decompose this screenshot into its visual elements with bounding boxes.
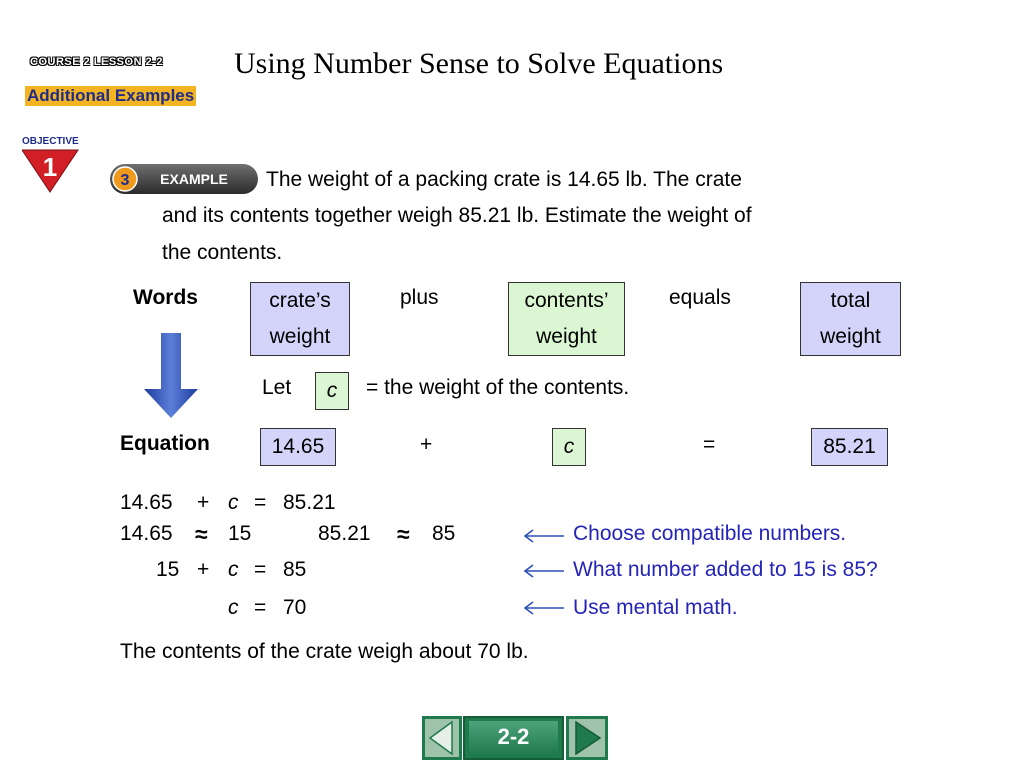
step1-a: 14.65 [120,491,173,514]
let-label: Let [262,376,292,399]
total-weight-box [800,282,901,356]
note-mental-math: Use mental math. [573,596,738,619]
example-label: EXAMPLE [160,171,228,187]
step2-approx-2: ≈ [397,521,410,547]
section-label: Additional Examples [27,86,195,105]
equation-c-box: c [552,428,586,466]
step2-approx-1: ≈ [195,521,208,547]
left-arrow-icon [522,529,566,543]
step2-b: 85.21 [318,522,371,545]
step3-plus: + [197,558,210,581]
course-lesson-label: COURSE 2 LESSON 2-2 [30,56,163,68]
equation-label: Equation [120,432,210,455]
step2-b2: 85 [432,522,456,545]
page-number: 2-2 [469,721,558,755]
step3-b: 85 [283,558,307,581]
example-number: 3 [120,172,130,189]
crate-weight-line-2: weight [269,325,331,348]
equation-crate-box: 14.65 [260,428,336,466]
step4-eq: = [254,596,267,619]
page-title: Using Number Sense to Solve Equations [234,47,724,80]
left-arrow-icon [522,601,566,615]
problem-line-1: The weight of a packing crate is 14.65 lb. The crate [266,168,742,191]
step1-b: 85.21 [283,491,336,514]
page-indicator [463,716,564,760]
objective-number: 1 [42,152,58,182]
contents-weight-line-1: contents’ [524,289,609,312]
total-weight-line-2: weight [820,325,881,348]
equation-equals: = [703,433,716,456]
contents-weight-line-2: weight [536,325,597,348]
step4-b: 70 [283,596,307,619]
note-what-number: What number added to 15 is 85? [573,558,878,581]
step3-eq: = [254,558,267,581]
objective-label: OBJECTIVE [22,136,79,147]
step4-c: c [228,596,239,619]
left-arrow-icon [522,564,566,578]
step2-a: 14.65 [120,522,173,545]
step1-c: c [228,491,239,514]
step3-c: c [228,558,239,581]
example-badge [110,164,258,194]
step2-a2: 15 [228,522,252,545]
words-plus: plus [400,286,439,309]
total-weight-line-1: total [830,289,871,312]
equation-plus: + [420,433,433,456]
contents-weight-box [508,282,625,356]
conclusion-text: The contents of the crate weigh about 70 lb. [120,640,529,663]
crate-weight-box [250,282,350,356]
variable-c-box: c [315,372,349,410]
let-definition: = the weight of the contents. [366,376,630,399]
problem-line-3: the contents. [162,241,283,264]
down-arrow-icon [143,333,199,419]
note-compatible-numbers: Choose compatible numbers. [573,522,847,545]
previous-button[interactable] [422,716,462,760]
step3-a: 15 [156,558,180,581]
step1-eq: = [254,491,267,514]
step1-plus: + [197,491,210,514]
next-button[interactable] [566,716,608,760]
crate-weight-line-1: crate’s [269,289,331,312]
objective-badge-icon [22,148,82,194]
problem-line-2: and its contents together weigh 85.21 lb. Estimate the weight of [162,204,752,227]
words-equals: equals [669,286,731,309]
equation-total-box: 85.21 [811,428,888,466]
words-label: Words [133,286,198,309]
